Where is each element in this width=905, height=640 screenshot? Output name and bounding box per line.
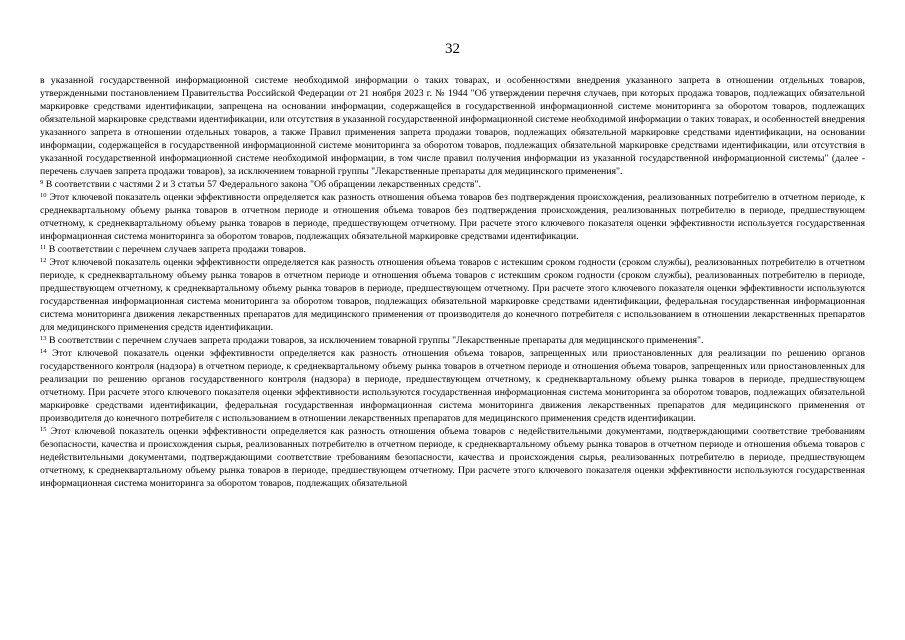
footnote-marker: 14	[40, 348, 47, 355]
footnote-text: Этот ключевой показатель оценки эффективности определяется как разность отношения объема товаров без подтверждения происхождения, реализованных потребителю в отчетном периоде, к среднеквартальному объему рынка товаров в отчетном периоде и отношения объема товаров без подтверждения происхождения, реализованных потребителю в периоде, предшествующем отчетному, к среднеквартальному объему рынка товаров в периоде, предшествующем отчетному. При расчете этого ключевого показателя оценки эффективности используется государственная информационная система мониторинга за оборотом товаров, подлежащих обязательной маркировке средствами идентификации.	[40, 192, 866, 242]
footnote-13	[40, 334, 865, 347]
footnote-text: В соответствии с перечнем случаев запрета продажи товаров, за исключением товарной группы "Лекарственные препараты для медицинского применения".	[48, 335, 704, 346]
footnote-text: В соответствии с частями 2 и 3 статьи 57 Федерального закона "Об обращении лекарственных средств".	[45, 179, 481, 190]
page-number: 32	[445, 41, 460, 57]
footnote-marker: 10	[40, 192, 47, 199]
footnote-10	[40, 191, 865, 243]
footnote-12	[40, 256, 865, 334]
footnote-continuation	[40, 74, 865, 178]
footnote-marker: 13	[40, 335, 47, 342]
footnote-15	[40, 425, 865, 490]
footnote-9	[40, 178, 865, 191]
footnote-text: Этот ключевой показатель оценки эффективности определяется как разность отношения объема товаров с недействительными документами, подтверждающими соответствие требованиям безопасности, качества и происхождения сырья, реализованных потребителю в отчетном периоде, к среднеквартальному объему рынка товаров в отчетном периоде и отношения объема товаров с недействительными документами, подтверждающими соответствие требованиям безопасности, качества и происхождения сырья, реализованных потребителю в периоде, предшествующем отчетному, к среднеквартальному объему рынка товаров в периоде, предшествующем отчетному. При расчете этого ключевого показателя оценки эффективности используются государственная информационная система мониторинга за оборотом товаров, подлежащих обязательной	[40, 426, 866, 489]
footnote-text: В соответствии с перечнем случаев запрета продажи товаров.	[48, 244, 306, 255]
footnote-marker: 15	[40, 426, 47, 433]
footnote-marker: 12	[40, 257, 47, 264]
footnotes-body	[40, 74, 865, 490]
footnote-11	[40, 243, 865, 256]
footnote-text: Этот ключевой показатель оценки эффективности определяется как разность отношения объема товаров с истекшим сроком годности (сроком службы), реализованных потребителю в отчетном периоде, к среднеквартальному объему рынка товаров в отчетном периоде и отношения объема товаров с истекшим сроком годности (сроком службы), реализованных потребителю в периоде, предшествующем отчетному, к среднеквартальному объему рынка товаров в периоде, предшествующем отчетному. При расчете этого ключевого показателя оценки эффективности используются государственная информационная система мониторинга за оборотом товаров, подлежащих обязательной маркировке средствами идентификации, федеральная государственная информационная система мониторинга движения лекарственных препаратов для медицинского применения от производителя до конечного потребителя с использованием в отношении лекарственных препаратов для медицинского применения средств идентификации.	[40, 257, 865, 333]
footnote-marker: 11	[40, 244, 47, 251]
footnote-14	[40, 347, 865, 425]
footnote-text: в указанной государственной информационной системе необходимой информации о таких товарах, и особенностями внедрения указанного запрета в отношении отдельных товаров, утвержденными постановлением Правительства Российской Федерации от 21 ноября 2023 г. № 1944 "Об утверждении перечня случаев, при которых продажа товаров, подлежащих обязательной маркировке средствами идентификации, запрещена на основании информации, содержащейся в государственной информационной системе мониторинга за оборотом товаров, подлежащих обязательной маркировке средствами идентификации, или отсутствия в указанной государственной информационной системе необходимой информации о таких товарах, и особенностей внедрения указанного запрета в отношении отдельных товаров, а также Правил применения запрета продажи товаров, подлежащих обязательной маркировке средствами идентификации, на основании информации, содержащейся в государственной информационной системе мониторинга за оборотом товаров, подлежащих обязательной маркировке средствами идентификации, или отсутствия в указанной государственной информационной системе необходимой информации, в том числе правил получения информации из указанной государственной информационной системы" (далее - перечень случаев запрета продажи товаров), за исключением товарной группы "Лекарственные препараты для медицинского применения".	[40, 75, 865, 177]
footnote-text: Этот ключевой показатель оценки эффективности определяется как разность отношения объема товаров, запрещенных или приостановленных для реализации по решению органов государственного контроля (надзора) в отчетном периоде, к среднеквартальному объему рынка товаров в отчетном периоде и отношения объема товаров, запрещенных или приостановленных для реализации по решению органов государственного контроля (надзора) в периоде, предшествующем отчетному, к среднеквартальному объему рынка товаров в периоде, предшествующем отчетному. При расчете этого ключевого показателя оценки эффективности используются государственная информационная система мониторинга за оборотом товаров, подлежащих обязательной маркировке средствами идентификации, федеральная государственная информационная система мониторинга движения лекарственных препаратов для медицинского применения от производителя до конечного потребителя с использованием в отношении лекарственных препаратов для медицинского применения средств идентификации.	[40, 348, 865, 424]
footnote-marker: 9	[40, 179, 44, 186]
